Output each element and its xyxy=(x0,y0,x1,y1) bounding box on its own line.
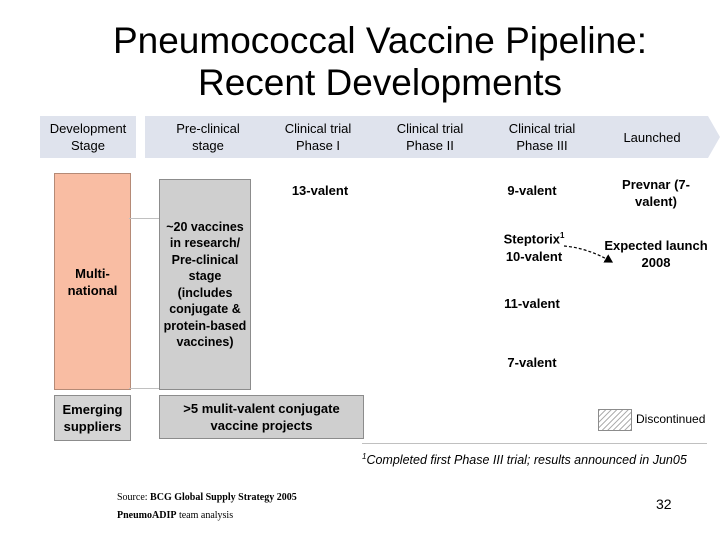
page-title xyxy=(40,20,720,104)
phase3-11-valent: 11-valent xyxy=(504,295,560,311)
stage-launched: Launched xyxy=(623,129,681,145)
stage-phase-1: Clinical trial Phase I xyxy=(284,121,352,153)
source-rest: team analysis xyxy=(176,510,234,521)
stage-phase-3: Clinical trial Phase III xyxy=(508,121,576,153)
launched-expected-2008: Expected launch 2008 xyxy=(604,238,708,270)
footnote-text: Completed first Phase III trial; results announced in Jun05 xyxy=(366,453,687,468)
footnote xyxy=(362,452,687,467)
row-label-emerging: Emerging suppliers xyxy=(54,395,131,441)
row-label-multinational: Multi-national xyxy=(54,173,131,390)
preclinical-box: ~20 vaccines in research/ Pre-clinical stage (includes conjugate & protein-based vaccines) xyxy=(159,179,251,390)
source-pneumoadip: PneumoADIP xyxy=(117,510,177,521)
source-bcg: BCG Global Supply Strategy 2005 xyxy=(150,492,297,503)
legend-hatch-swatch xyxy=(598,409,632,431)
steptorix-name xyxy=(504,227,565,247)
source-line-2 xyxy=(117,510,233,521)
steptorix-footnote-marker: 1 xyxy=(559,231,565,241)
source-prefix: Source: xyxy=(117,492,151,503)
phase3-9-valent: 9-valent xyxy=(507,182,557,198)
connector-line xyxy=(129,388,159,389)
title-line-2: Recent Developments xyxy=(197,62,563,103)
stage-phase-2: Clinical trial Phase II xyxy=(396,121,464,153)
legend-discontinued: Discontinued xyxy=(636,412,706,426)
source-line-1 xyxy=(117,492,297,503)
steptorix-label: Steptorix xyxy=(503,231,560,247)
steptorix-valency: 10-valent xyxy=(505,248,563,264)
phase3-7-valent: 7-valent xyxy=(507,354,557,370)
connector-line xyxy=(129,218,159,219)
stage-preclinical: Pre-clinical stage xyxy=(176,121,240,153)
title-line-1: Pneumococcal Vaccine Pipeline: xyxy=(112,20,648,61)
launched-prevnar: Prevnar (7-valent) xyxy=(622,177,690,209)
page-number: 32 xyxy=(656,496,672,512)
development-stage-label: Development Stage xyxy=(40,116,136,158)
emerging-projects-bar: >5 mulit-valent conjugate vaccine projects xyxy=(159,395,364,439)
footnote-marker: 1 xyxy=(362,452,367,461)
phase1-13-valent: 13-valent xyxy=(291,182,349,198)
divider-line xyxy=(362,443,707,444)
